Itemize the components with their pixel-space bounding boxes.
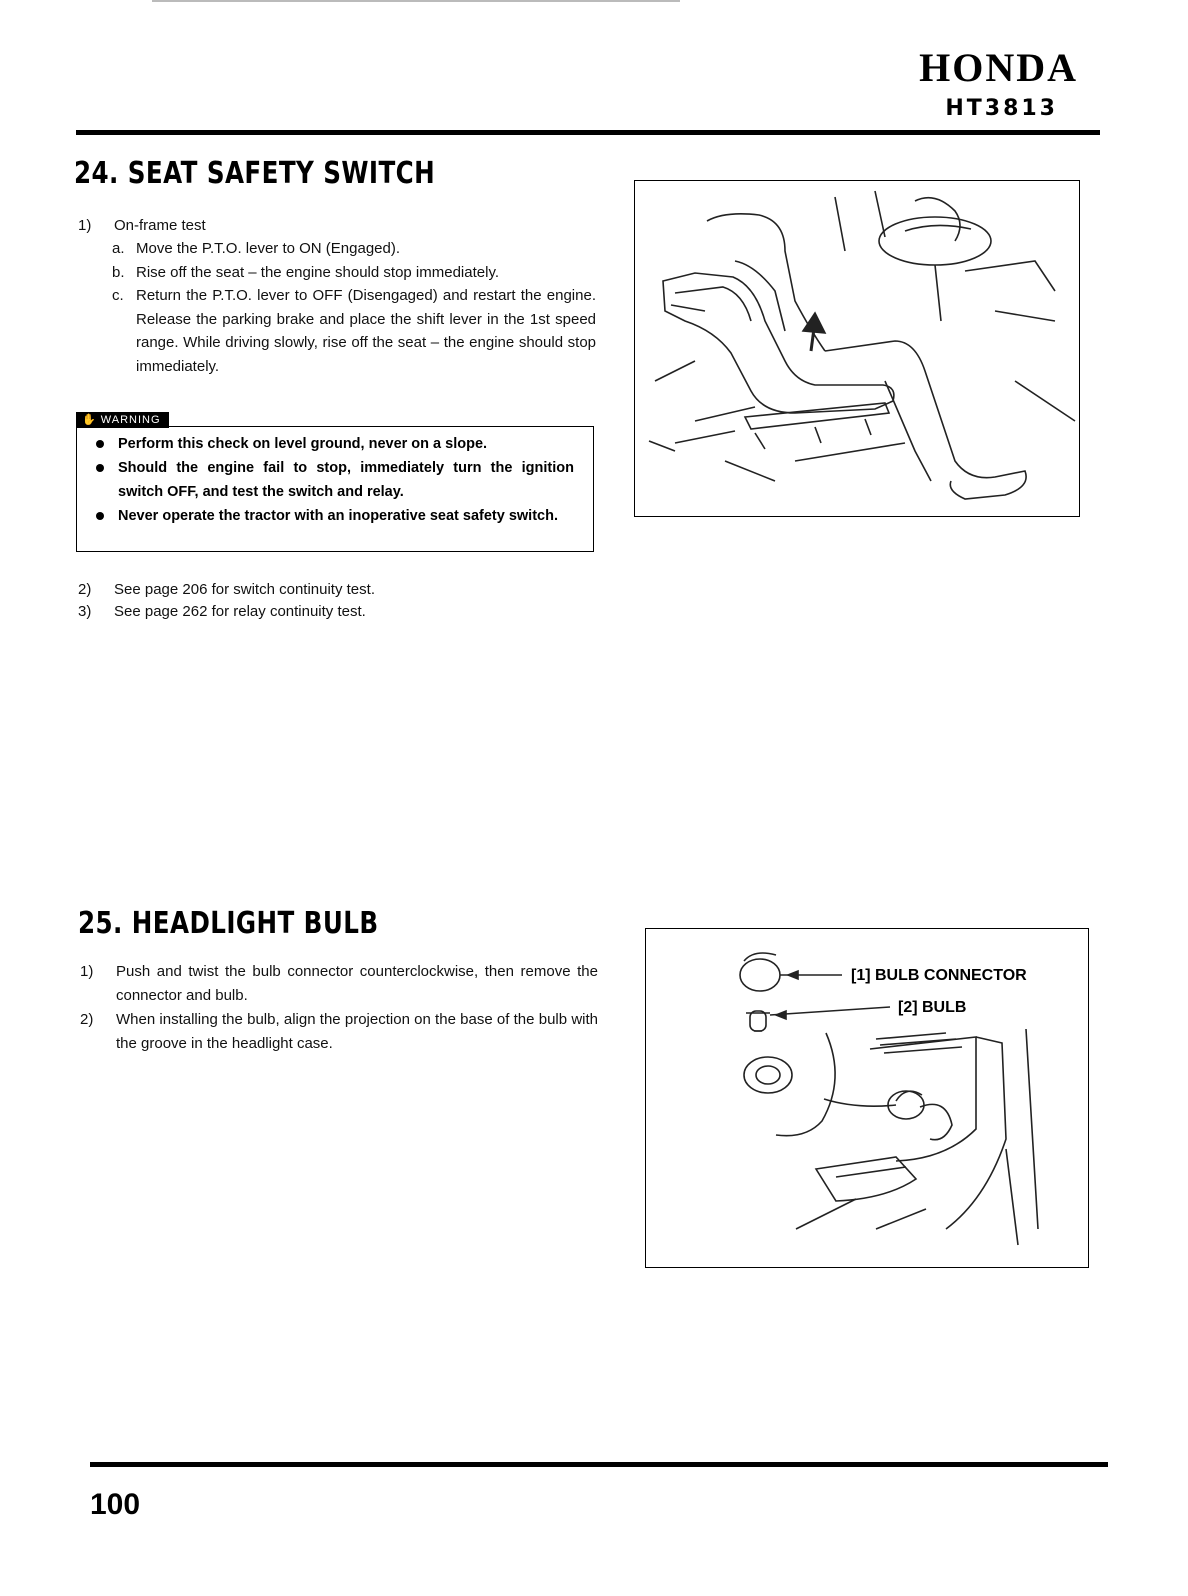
section-24-title: 24. SEAT SAFETY SWITCH [74,156,436,191]
bulb-label: [2] BULB [898,999,967,1016]
warning-item-text: Perform this check on level ground, never on a slope. [118,436,488,452]
substep-letter: c. [112,287,124,304]
substep-a [112,237,596,261]
headlight-bulb-figure [645,928,1089,1268]
bullet-icon [96,512,104,520]
bullet-icon [96,440,104,448]
tractor-seat-illustration [635,181,1078,515]
substep-text: Move the P.T.O. lever to ON (Engaged). [136,240,401,257]
substep-c [112,284,596,380]
model-number: HT3813 [945,96,1058,121]
warning-item [96,504,574,552]
step-number: 3) [78,603,92,620]
footer-rule [90,1462,1108,1467]
warning-item [96,432,574,456]
step-3 [78,600,598,624]
step-number: 1) [78,217,92,234]
step-text: When installing the bulb, align the projection on the base of the bulb with the groove in the headlight case. [116,1011,598,1052]
brand-logo: HONDA [919,45,1078,90]
warning-label-text: WARNING [100,414,161,426]
step-1 [80,960,600,1008]
step-2 [80,1008,600,1056]
step-text: Push and twist the bulb connector counterclockwise, then remove the connector and bulb. [116,963,598,1004]
section-25-title: 25. HEADLIGHT BULB [78,906,379,941]
warning-item-text: Should the engine fail to stop, immediately turn the ignition switch OFF, and test the switch and relay. [118,460,574,500]
warning-hand-icon: ✋ [82,414,101,426]
substep-b [112,261,596,285]
step-number: 2) [78,581,92,598]
step-number: 1) [80,963,94,980]
substep-letter: b. [112,264,125,281]
bullet-icon [96,464,104,472]
step-2 [78,578,598,602]
scan-top-edge [152,0,680,2]
page-number: 100 [90,1488,141,1521]
substep-text: Rise off the seat – the engine should stop immediately. [136,264,499,281]
step-number: 2) [80,1011,94,1028]
substep-text: Return the P.T.O. lever to OFF (Disengaged) and restart the engine. Release the parking brake and place the shift lever in the 1st speed range. While driving slowly, rise off the seat – the engine should stop immediately. [136,287,596,375]
seat-switch-figure [634,180,1080,517]
step-text: See page 262 for relay continuity test. [114,603,366,620]
warning-item [96,456,574,504]
warning-item-text: Never operate the tractor with an inoperative seat safety switch. [118,508,558,524]
step-1 [78,214,598,238]
step-text: On-frame test [114,217,206,234]
header-rule [76,130,1100,135]
substep-letter: a. [112,240,125,257]
step-text: See page 206 for switch continuity test. [114,581,375,598]
bulb-connector-label: [1] BULB CONNECTOR [851,967,1027,984]
